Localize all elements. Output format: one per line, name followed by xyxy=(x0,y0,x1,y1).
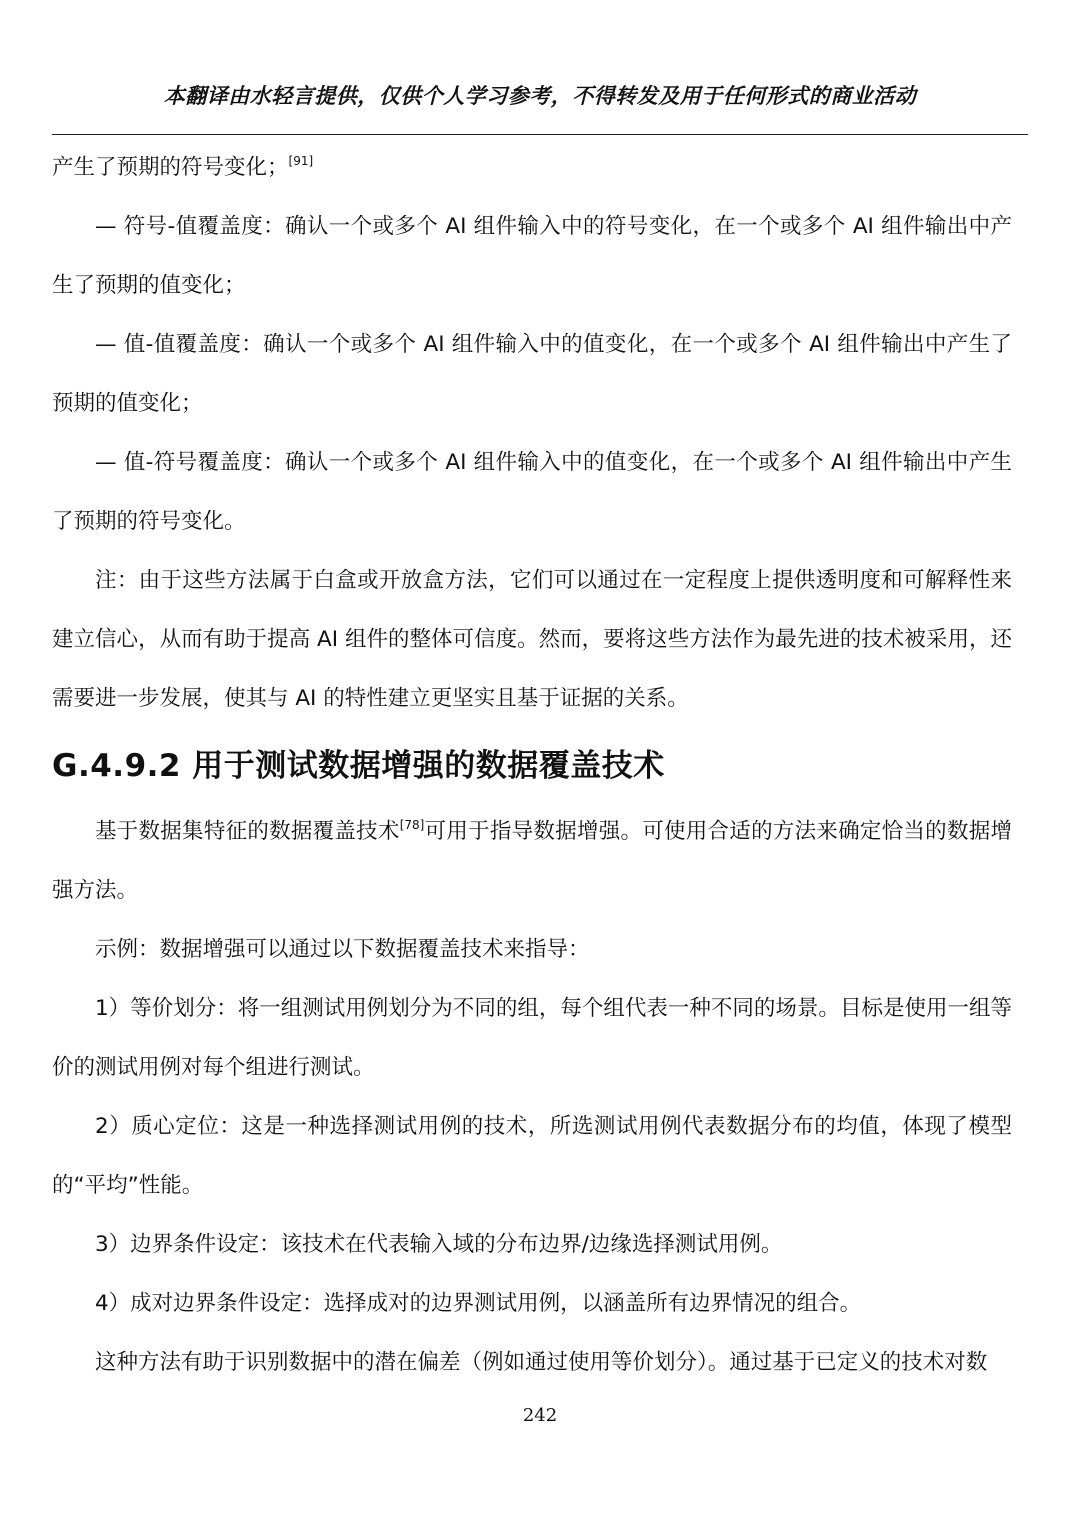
list-item-value-value-coverage: — 值-值覆盖度：确认一个或多个 AI 组件输入中的值变化，在一个或多个 AI 组件输出中产生了预期的值变化； xyxy=(52,332,1012,416)
closing-paragraph: 这种方法有助于识别数据中的潜在偏差（例如通过使用等价划分）。通过基于已定义的技术对数 xyxy=(95,1350,988,1375)
paragraph-text: 基于数据集特征的数据覆盖技术 xyxy=(95,819,400,844)
note-paragraph: 注：由于这些方法属于白盒或开放盒方法，它们可以通过在一定程度上提供透明度和可解释性来建立信心，从而有助于提高 AI 组件的整体可信度。然而，要将这些方法作为最先进的技术被采用，还需要进一步发展，使其与 AI 的特性建立更坚实且基于证据的关系。 xyxy=(52,568,1012,711)
paragraph-text: 产生了预期的符号变化； xyxy=(52,155,289,180)
list-item-pairwise-boundary-conditioning: 4）成对边界条件设定：选择成对的边界测试用例，以涵盖所有边界情况的组合。 xyxy=(95,1291,862,1316)
reference-78: [78] xyxy=(399,818,425,832)
paragraph-continuation xyxy=(52,138,1012,197)
list-item-boundary-conditioning: 3）边界条件设定：该技术在代表输入域的分布边界/边缘选择测试用例。 xyxy=(95,1232,783,1257)
list-item-value-symbol-coverage: — 值-符号覆盖度：确认一个或多个 AI 组件输入中的值变化，在一个或多个 AI 组件输出中产生了预期的符号变化。 xyxy=(52,450,1012,534)
reference-91: [91] xyxy=(288,154,314,168)
page-header: 本翻译由水轻言提供，仅供个人学习参考，不得转发及用于任何形式的商业活动 xyxy=(163,84,917,108)
header-divider xyxy=(52,134,1028,135)
list-item-centroid-positioning: 2）质心定位：这是一种选择测试用例的技术，所选测试用例代表数据分布的均值，体现了模型的“平均”性能。 xyxy=(52,1114,1012,1198)
paragraph-text: 可用于指导数据增强。可使用合适的方法来确定恰当的数据增强方法。 xyxy=(52,819,1012,903)
page-number: 242 xyxy=(522,1405,558,1426)
example-paragraph: 示例：数据增强可以通过以下数据覆盖技术来指导： xyxy=(95,937,590,962)
section-heading: G.4.9.2 用于测试数据增强的数据覆盖技术 xyxy=(52,748,665,784)
list-item-symbol-value-coverage: — 符号-值覆盖度：确认一个或多个 AI 组件输入中的符号变化，在一个或多个 AI 组件输出中产生了预期的值变化； xyxy=(52,214,1012,298)
section-intro-paragraph xyxy=(52,802,1012,920)
list-item-equivalence-partitioning: 1）等价划分：将一组测试用例划分为不同的组，每个组代表一种不同的场景。目标是使用一组等价的测试用例对每个组进行测试。 xyxy=(52,996,1012,1080)
page-body xyxy=(52,138,1012,1392)
